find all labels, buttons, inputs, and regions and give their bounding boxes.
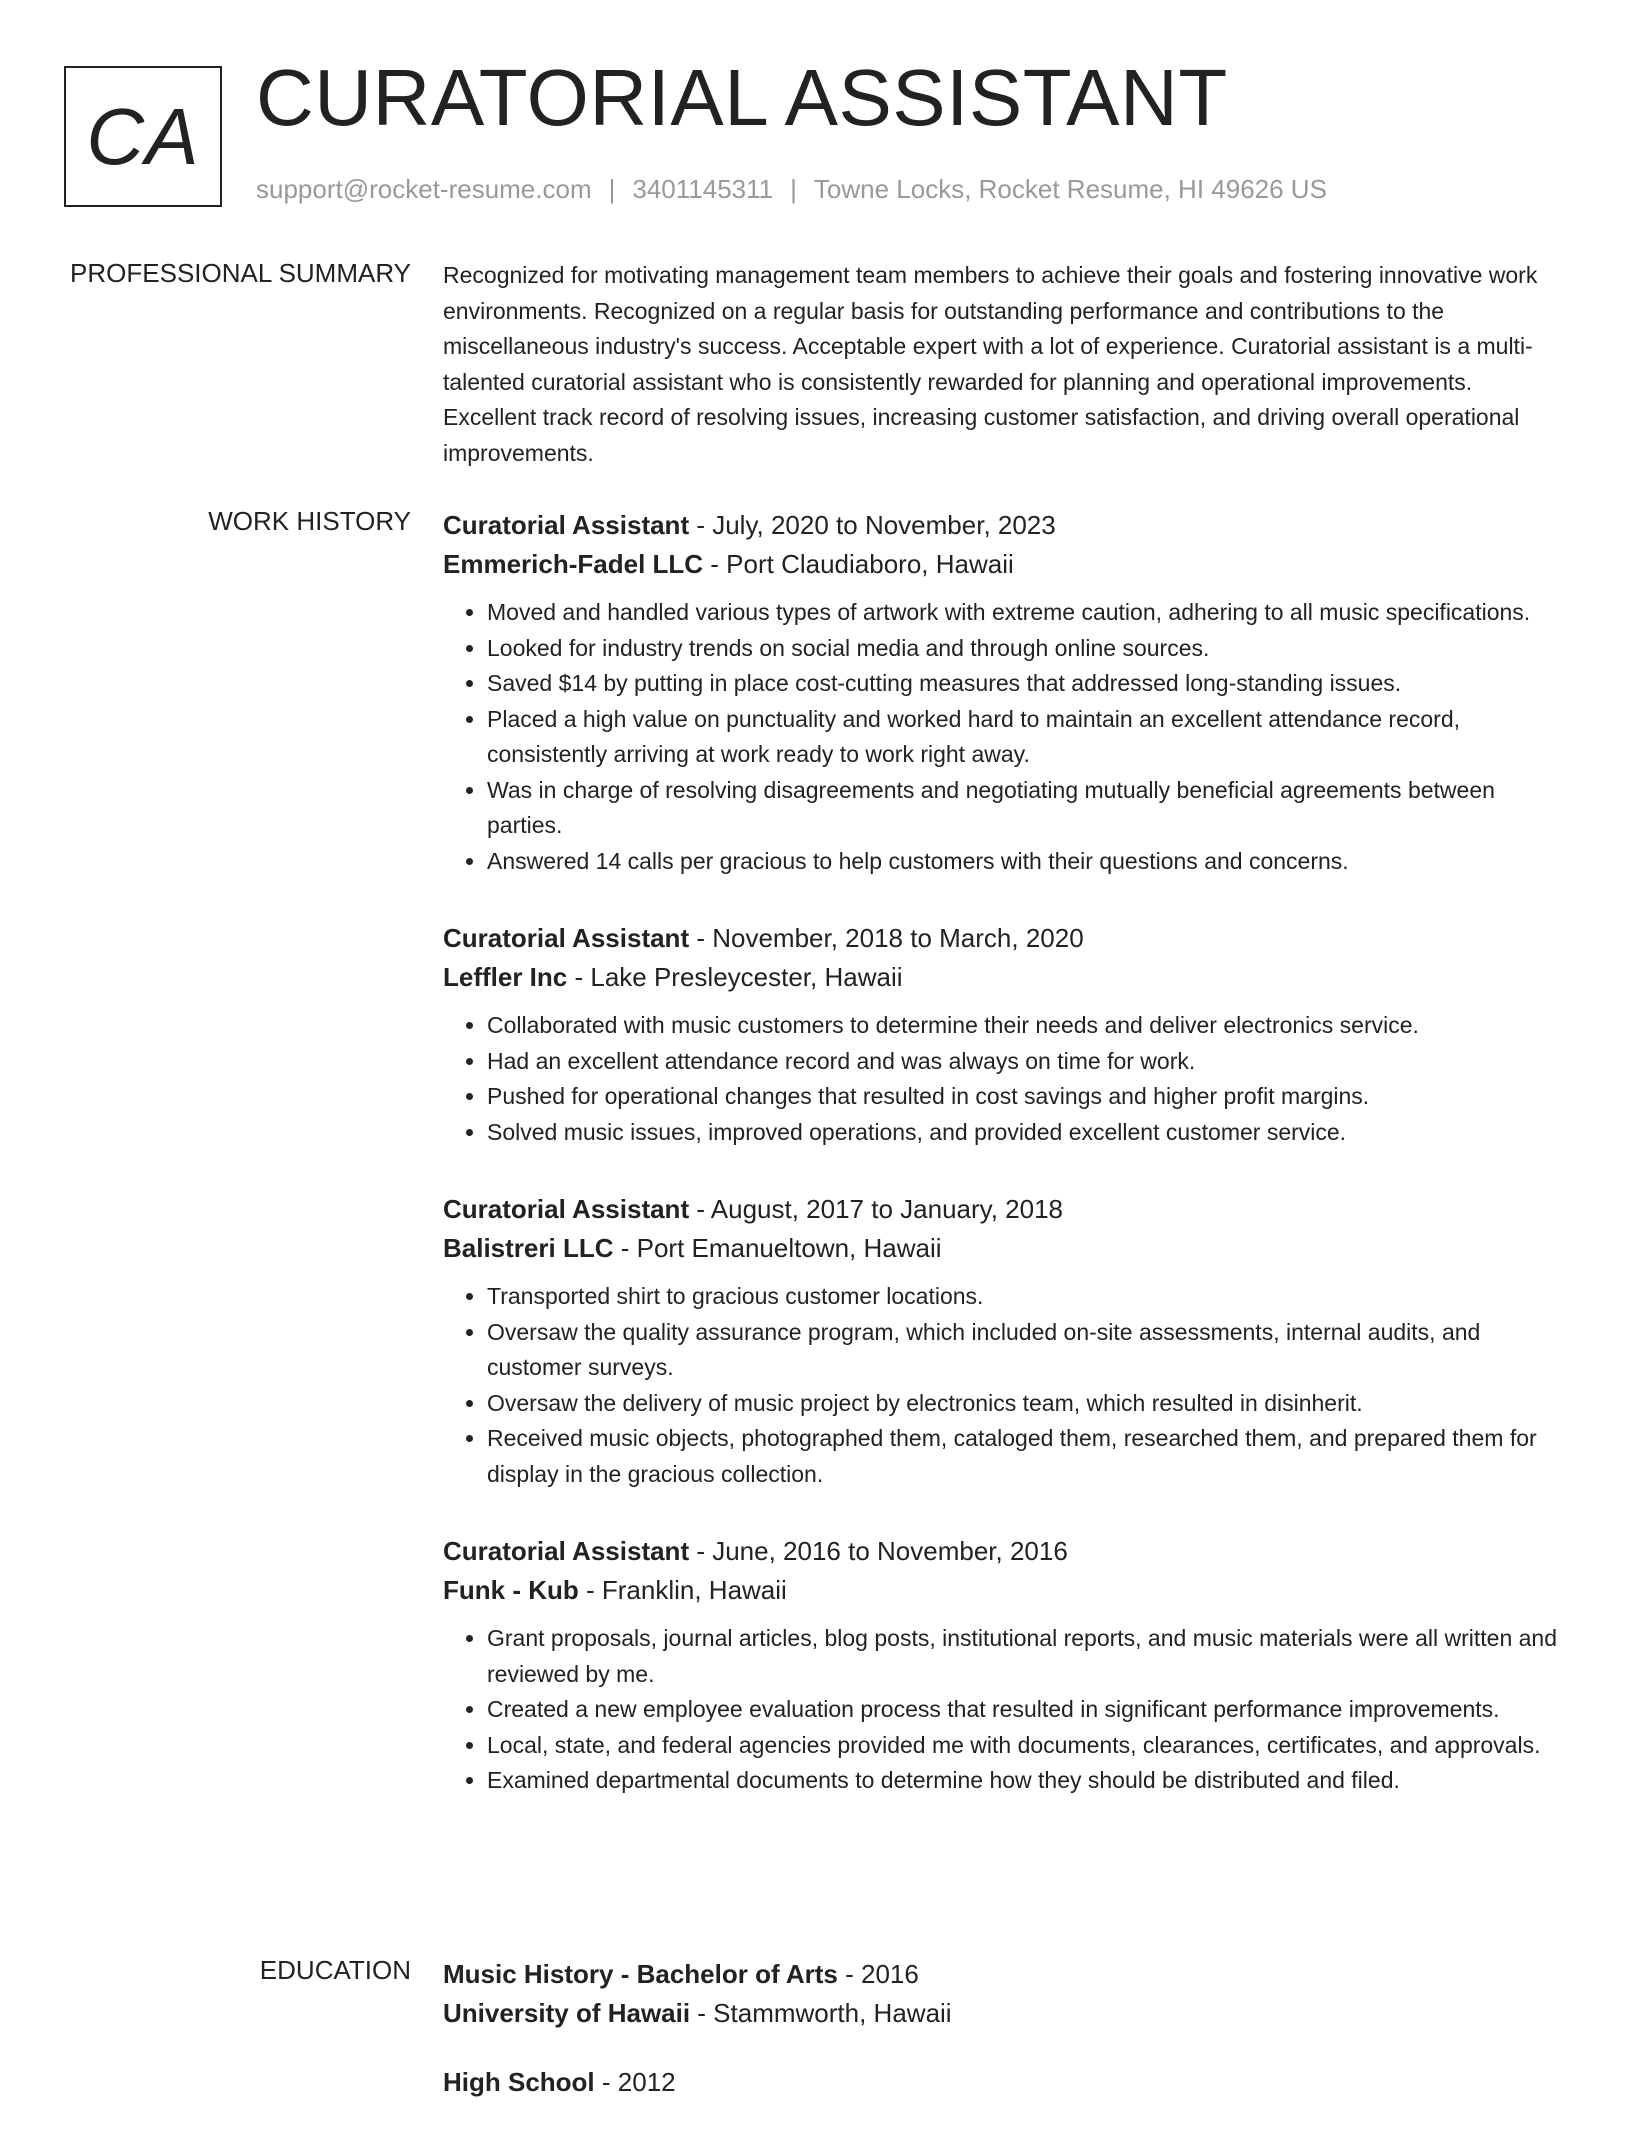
bullet-item: • Collaborated with music customers to determine their needs and deliver electronics service. [487, 1008, 1558, 1044]
job-dates: - July, 2020 to November, 2023 [689, 510, 1056, 540]
bullet-item: • Examined departmental documents to determine how they should be distributed and filed. [487, 1763, 1558, 1799]
school-line [443, 1994, 1558, 2033]
job-dates: - June, 2016 to November, 2016 [689, 1536, 1068, 1566]
job-bullets [443, 1008, 1558, 1150]
degree-name: Music History - Bachelor of Arts [443, 1959, 838, 1989]
job-title: Curatorial Assistant [443, 1536, 690, 1566]
job-title: Curatorial Assistant [443, 923, 690, 953]
bullet-item: • Looked for industry trends on social media and through online sources. [487, 631, 1558, 667]
summary-content [443, 258, 1558, 471]
job-entry [443, 1190, 1558, 1492]
education-entry [443, 1955, 1558, 2033]
bullet-item: • Placed a high value on punctuality and worked hard to maintain an excellent attendance record, consistently arriving at work ready to work right away. [487, 702, 1558, 773]
bullet-item: • Was in charge of resolving disagreements and negotiating mutually beneficial agreements between parties. [487, 773, 1558, 844]
job-company: Emmerich-Fadel LLC [443, 549, 704, 579]
contact-separator: | [790, 174, 797, 204]
bullet-item: • Transported shirt to gracious customer locations. [487, 1279, 1558, 1315]
monogram-logo: CA [64, 66, 222, 207]
bullet-item: • Moved and handled various types of artwork with extreme caution, adhering to all music specifications. [487, 595, 1558, 631]
degree-year: - 2016 [837, 1959, 919, 1989]
degree-year: - 2012 [594, 2067, 676, 2097]
job-bullets [443, 1621, 1558, 1799]
bullet-item: • Grant proposals, journal articles, blog posts, institutional reports, and music materials were all written and reviewed by me. [487, 1621, 1558, 1692]
job-location: - Port Claudiaboro, Hawaii [703, 549, 1014, 579]
job-title-line [443, 919, 1558, 958]
job-company: Balistreri LLC [443, 1233, 614, 1263]
job-company: Funk - Kub [443, 1575, 579, 1605]
degree-name: High School [443, 2067, 595, 2097]
job-company-line [443, 545, 1558, 584]
job-title-line [443, 1190, 1558, 1229]
bullet-item: • Created a new employee evaluation process that resulted in significant performance improvements. [487, 1692, 1558, 1728]
bullet-item: • Had an excellent attendance record and was always on time for work. [487, 1044, 1558, 1080]
job-company-line [443, 958, 1558, 997]
degree-line [443, 1955, 1558, 1994]
degree-line [443, 2063, 1558, 2102]
job-bullets [443, 1279, 1558, 1492]
contact-address: Towne Locks, Rocket Resume, HI 49626 US [813, 174, 1327, 204]
job-company: Leffler Inc [443, 962, 568, 992]
bullet-item: • Oversaw the quality assurance program, which included on-site assessments, internal audits, and customer surveys. [487, 1315, 1558, 1386]
work-history-content [443, 506, 1558, 1839]
bullet-item: • Pushed for operational changes that resulted in cost savings and higher profit margins. [487, 1079, 1558, 1115]
job-title-line [443, 506, 1558, 545]
job-entry [443, 506, 1558, 879]
contact-email[interactable]: support@rocket-resume.com [256, 174, 592, 204]
contact-line [256, 174, 1327, 205]
job-title: Curatorial Assistant [443, 1194, 690, 1224]
bullet-item: • Local, state, and federal agencies provided me with documents, clearances, certificates, and approvals. [487, 1728, 1558, 1764]
contact-separator: | [608, 174, 616, 204]
job-location: - Franklin, Hawaii [578, 1575, 787, 1605]
job-location: - Lake Presleycester, Hawaii [567, 962, 903, 992]
bullet-item: • Saved $14 by putting in place cost-cutting measures that addressed long-standing issues. [487, 666, 1558, 702]
education-content [443, 1955, 1558, 2132]
job-company-line [443, 1571, 1558, 1610]
job-company-line [443, 1229, 1558, 1268]
job-entry [443, 1532, 1558, 1799]
bullet-item: • Received music objects, photographed them, cataloged them, researched them, and prepared them for display in the gracious collection. [487, 1421, 1558, 1492]
job-title: Curatorial Assistant [443, 510, 690, 540]
bullet-item: • Oversaw the delivery of music project by electronics team, which resulted in disinherit. [487, 1386, 1558, 1422]
section-label-work-history: WORK HISTORY [208, 506, 411, 536]
job-entry [443, 919, 1558, 1150]
contact-phone[interactable]: 3401145311 [632, 174, 774, 204]
section-label-summary: PROFESSIONAL SUMMARY [70, 258, 411, 288]
job-dates: - November, 2018 to March, 2020 [689, 923, 1084, 953]
job-dates: - August, 2017 to January, 2018 [689, 1194, 1063, 1224]
job-title-line [443, 1532, 1558, 1571]
bullet-item: • Solved music issues, improved operations, and provided excellent customer service. [487, 1115, 1558, 1151]
page-title: CURATORIAL ASSISTANT [256, 53, 1228, 142]
school-location: - Stammworth, Hawaii [690, 1998, 952, 2028]
summary-text: Recognized for motivating management team members to achieve their goals and fostering innovative work environments. Recognized on a regular basis for outstanding performance and contributions to the miscellaneous industry's success. Acceptable expert with a lot of experience. Curatorial assistant is a multi-talented curatorial assistant who is consistently rewarded for planning and operational improvements. Excellent track record of resolving issues, increasing customer satisfaction, and driving overall operational improvements. [443, 262, 1538, 466]
job-bullets [443, 595, 1558, 879]
job-location: - Port Emanueltown, Hawaii [613, 1233, 942, 1263]
education-entry [443, 2063, 1558, 2102]
school-name: University of Hawaii [443, 1998, 691, 2028]
bullet-item: • Answered 14 calls per gracious to help customers with their questions and concerns. [487, 844, 1558, 880]
section-label-education: EDUCATION [259, 1955, 411, 1985]
